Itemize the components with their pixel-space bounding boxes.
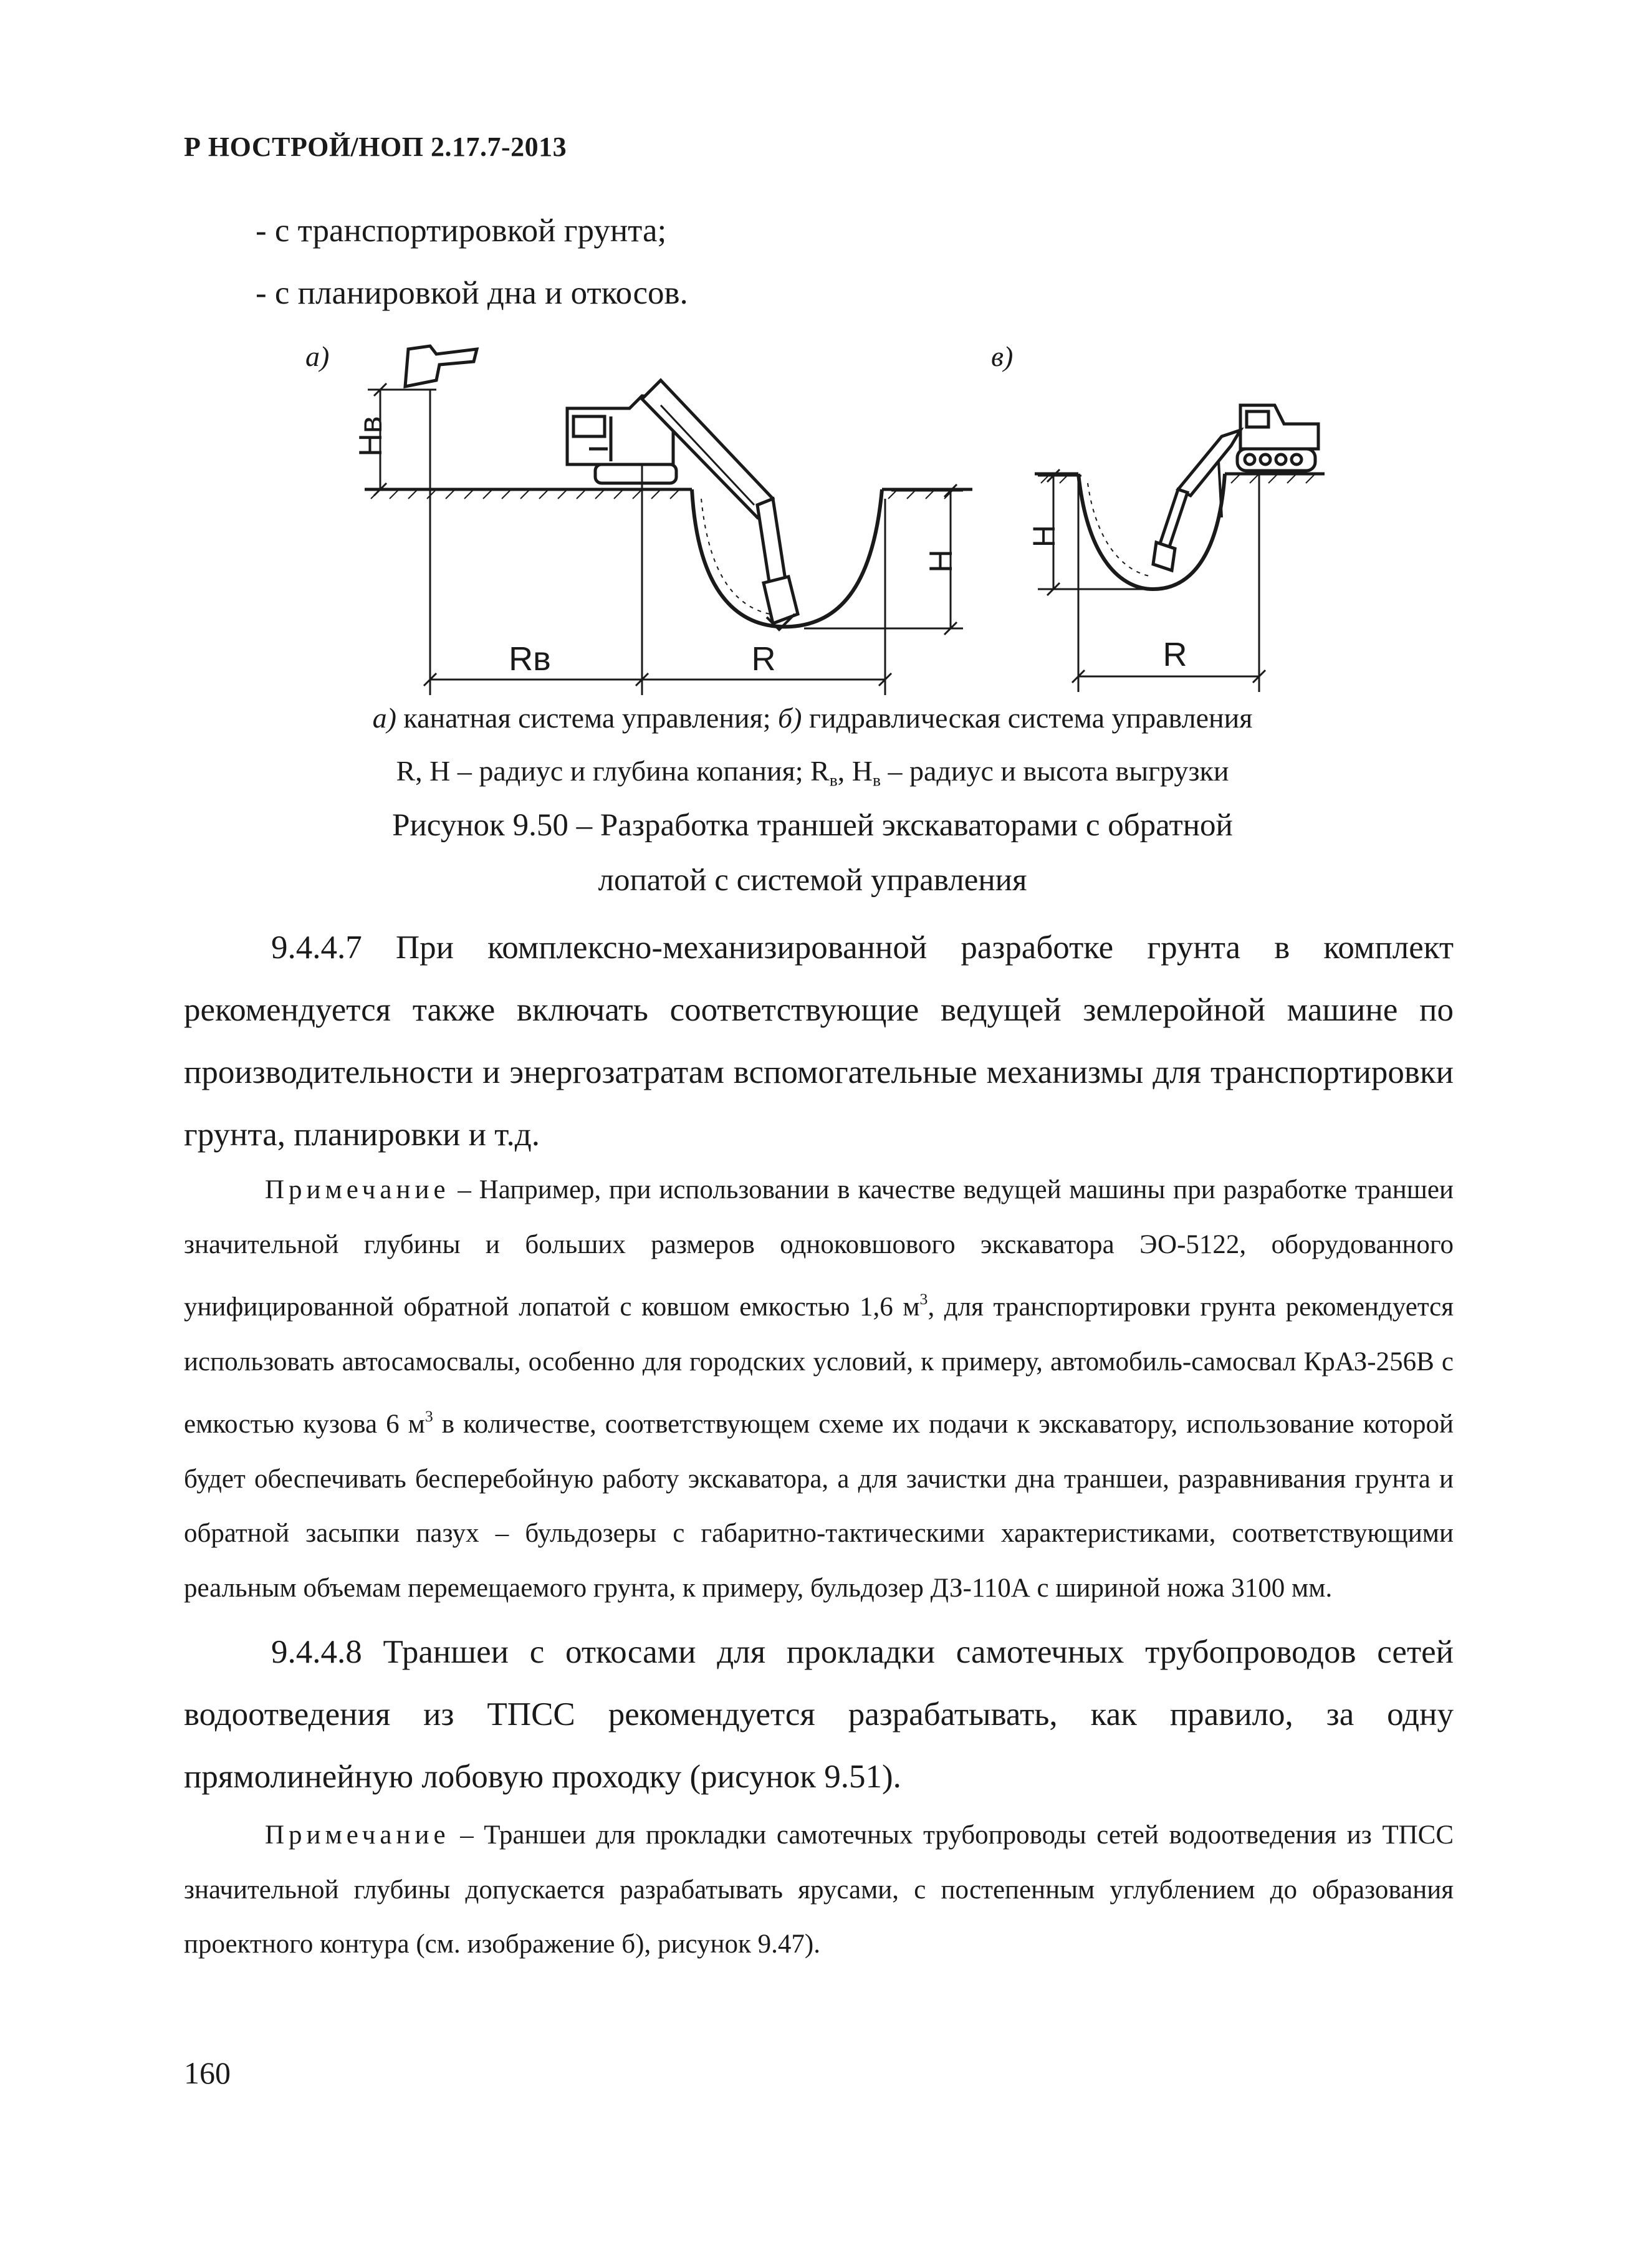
paragraph-9-4-4-7: 9.4.4.7 При комплексно-механизированной разработке грунта в комплект рекомендуется также включать соответствующие ведущей землеройной машине по производительности и энергозатратам вспомогательные механизмы для транспортировки грунта, планировки и т.д. (184, 930, 1454, 1153)
figure-title-line1: Рисунок 9.50 – Разработка траншей экскаваторами с обратной (392, 808, 1233, 843)
panel-b-label: в) (991, 340, 1014, 372)
note-1-text-part2: , для транспортировки грунта рекомендуется использовать автосамосвалы, особенно для городских условий, к примеру, автомобиль-самосвал КрАЗ-256В с емкостью кузова 6 м (184, 1292, 1454, 1439)
note-1-sup1: 3 (919, 1290, 928, 1308)
caption-b-text: гидравлическая система управления (802, 702, 1253, 734)
note-1 (184, 1163, 1454, 1615)
label-Rv: Rв (509, 640, 551, 678)
document-code-header: Р НОСТРОЙ/НОП 2.17.7-2013 (184, 132, 567, 162)
list-item-planning: - с планировкой дна и откосов. (256, 275, 688, 311)
note-2-text: – Траншеи для прокладки самотечных трубопроводы сетей водоотведения из ТПСС значительной глубины допускается разрабатывать ярусами, с постепенным углублением до образования проектного контура (см. изображение б), рисунок 9.47). (184, 1820, 1454, 1959)
caption-b-marker: б) (778, 702, 802, 734)
list-item-transport: - с транспортировкой грунта; (256, 213, 667, 249)
figure-caption-line2 (0, 754, 1625, 790)
trench-profile-b (1078, 474, 1225, 589)
note-1-sup2: 3 (424, 1407, 433, 1426)
note-1-text-part3: в количестве, соответствующем схеме их подачи к экскаватору, использование которой будет обеспечивать бесперебойную работу экскаватора, а для зачистки дна траншеи, разравнивания грунта и обратной засыпки пазух – бульдозеры с габаритно-тактическими характеристиками, соответствующими реальным объемам перемещаемого грунта, к примеру, бульдозер ДЗ-110А с шириной ножа 3100 мм. (184, 1410, 1454, 1603)
unload-bucket-icon (405, 346, 477, 387)
caption2-sub1: в (829, 770, 838, 790)
note-2-label: Примечание (265, 1820, 450, 1850)
note-1-label: Примечание (265, 1175, 450, 1204)
excavator-icon-a (567, 380, 798, 630)
note-1-text-part1: – Например, при использовании в качестве ведущей машины при разработке траншеи значительной глубины и больших размеров одноковшового экскаватора ЭО-5122, оборудованного унифицированной обратной лопатой с ковшом емкостью 1,6 м (184, 1175, 1454, 1322)
caption2-sub2: в (872, 770, 881, 790)
caption2-part2: , Н (837, 755, 873, 787)
caption2-part3: – радиус и высота выгрузки (881, 755, 1229, 787)
page-number: 160 (184, 2055, 231, 2090)
caption-a-text: канатная система управления; (396, 702, 779, 734)
label-R-a: R (751, 640, 776, 678)
label-R-b: R (1162, 636, 1187, 673)
panel-a-label: а) (305, 340, 330, 372)
caption-a-marker: а) (372, 702, 396, 734)
label-Hv: Нв (353, 416, 389, 457)
paragraph-9-4-4-8: 9.4.4.8 Траншеи с откосами для прокладки самотечных трубопроводов сетей водоотведения из ТПСС рекомендуется разрабатывать, как правило, за одну прямолинейную лобовую проходку (рисунок 9.51). (184, 1634, 1454, 1795)
excavator-icon-b (1153, 405, 1318, 570)
caption2-part1: R, H – радиус и глубина копания; R (396, 755, 830, 787)
figure-excavator-diagram (0, 324, 1625, 698)
note-2 (184, 1808, 1454, 1972)
figure-caption-line1 (0, 701, 1625, 734)
figure-title-line2: лопатой с системой управления (598, 863, 1027, 898)
label-H-a: Н (923, 549, 959, 573)
label-H-b: Н (1027, 524, 1062, 548)
